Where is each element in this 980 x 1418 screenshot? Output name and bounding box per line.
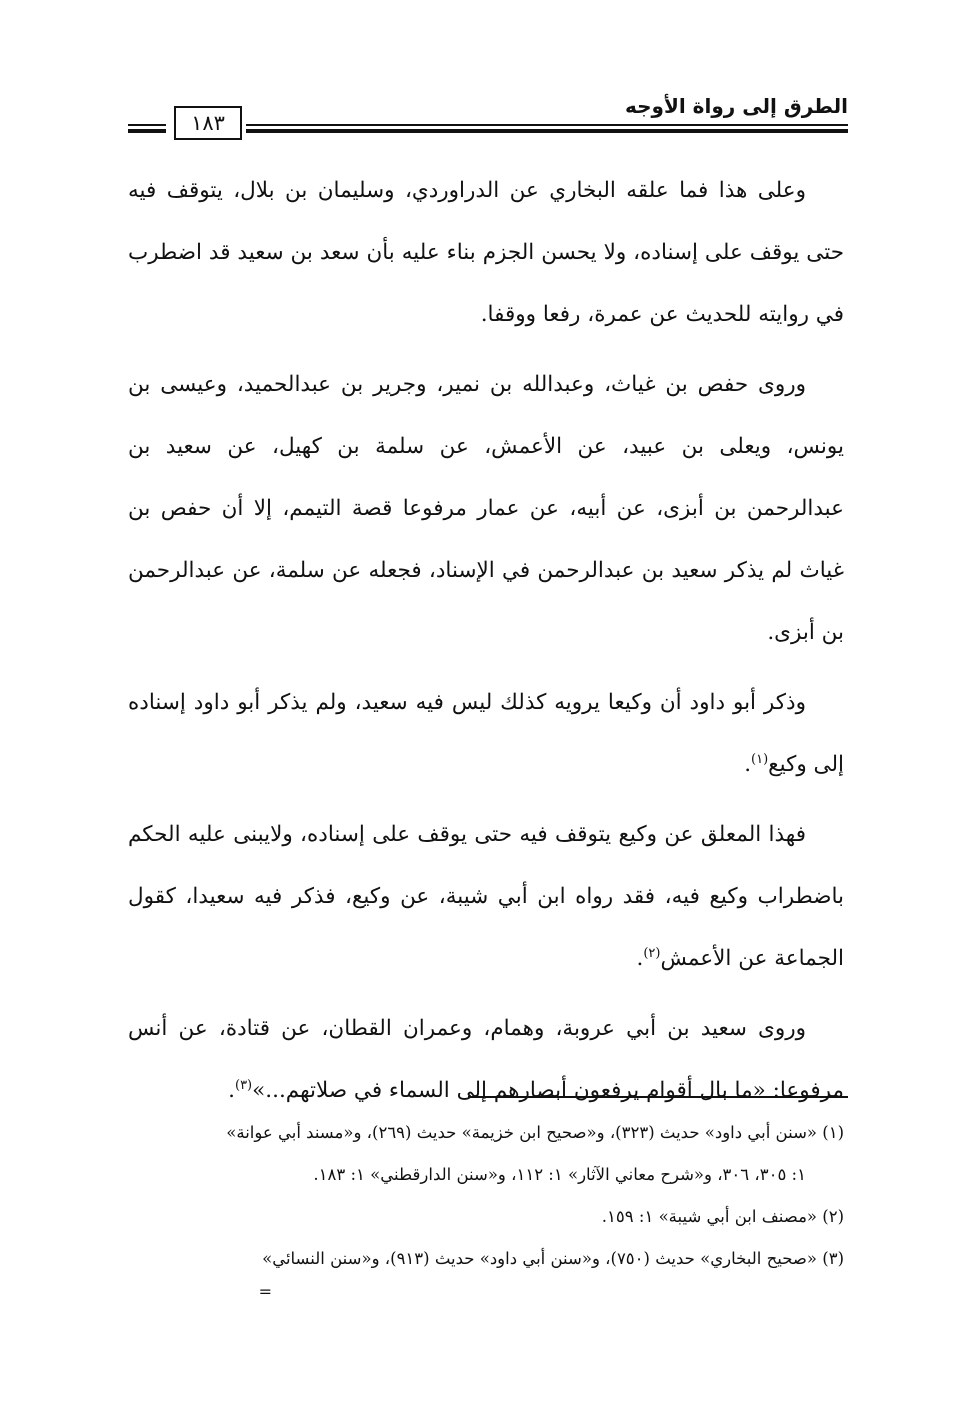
header-rule-left-thick (128, 129, 166, 133)
footnotes (128, 1112, 844, 1280)
paragraph-end: . (636, 946, 644, 971)
header-rule (246, 124, 848, 126)
footnote-reference: (٢) (643, 945, 661, 961)
continuation-mark: = (258, 1282, 272, 1301)
footnote: (٣) «صحيح البخاري» حديث (٧٥٠)، و«سنن أبي داود» حديث (٩١٣)، و«سنن النسائي» (262, 1249, 844, 1268)
paragraph (128, 672, 844, 796)
paragraph (128, 998, 844, 1122)
running-header (128, 92, 848, 144)
header-rule-left (128, 124, 166, 126)
paragraph-text: وروى سعيد بن أبي عروبة، وهمام، وعمران القطان، عن قتادة، عن أنس مرفوعا: «ما بال أقوام يرفعون أبصارهم إلى السماء في صلاتهم...» (128, 1016, 844, 1103)
footnote: (٢) «مصنف ابن أبي شيبة» ١: ١٥٩. (601, 1207, 844, 1226)
footnote-continuation: ١: ٣٠٥، ٣٠٦، و«شرح معاني الآثار» ١: ١١٢، و«سنن الدارقطني» ١: ١٨٣. (313, 1165, 806, 1184)
footnote-reference: (١) (751, 751, 769, 767)
main-text (128, 160, 844, 1130)
paragraph-text: وذكر أبو داود أن وكيعا يرويه كذلك ليس فيه سعيد، ولم يذكر أبو داود إسناده إلى وكيع (128, 690, 844, 777)
paragraph-end: . (228, 1078, 235, 1103)
footnote-separator (468, 1096, 848, 1098)
running-title: الطرق إلى رواة الأوجه (625, 94, 848, 118)
header-rule-thick (246, 129, 848, 133)
paragraph: وعلى هذا فما علقه البخاري عن الدراوردي، وسليمان بن بلال، يتوقف فيه حتى يوقف على إسناده، ولا يحسن الجزم بناء عليه بأن سعد بن سعيد قد اضطرب في روايته للحديث عن عمرة، رفعا ووقفا. (128, 178, 844, 327)
page-number: ١٨٣ (174, 106, 242, 140)
footnote: (١) «سنن أبي داود» حديث (٣٢٣)، و«صحيح ابن خزيمة» حديث (٢٦٩)، و«مسند أبي عوانة» (226, 1123, 844, 1142)
paragraph-text: فهذا المعلق عن وكيع يتوقف فيه حتى يوقف على إسناده، ولايبنى عليه الحكم باضطراب وكيع فيه، فقد رواه ابن أبي شيبة، عن وكيع، فذكر فيه سعيدا، كقول الجماعة عن الأعمش (128, 822, 844, 971)
paragraph: وروى حفص بن غياث، وعبدالله بن نمير، وجرير بن عبدالحميد، وعيسى بن يونس، ويعلى بن عبيد، عن الأعمش، عن سلمة بن كهيل، عن سعيد بن عبدالرحمن بن أبزى، عن أبيه، عن عمار مرفوعا قصة التيمم، إلا أن حفص بن غياث لم يذكر سعيد بن عبدالرحمن في الإسناد، فجعله عن سلمة، عن عبدالرحمن بن أبزى. (128, 372, 844, 645)
paragraph (128, 804, 844, 990)
paragraph-end: . (744, 752, 752, 777)
footnote-reference: (٣) (234, 1077, 253, 1093)
